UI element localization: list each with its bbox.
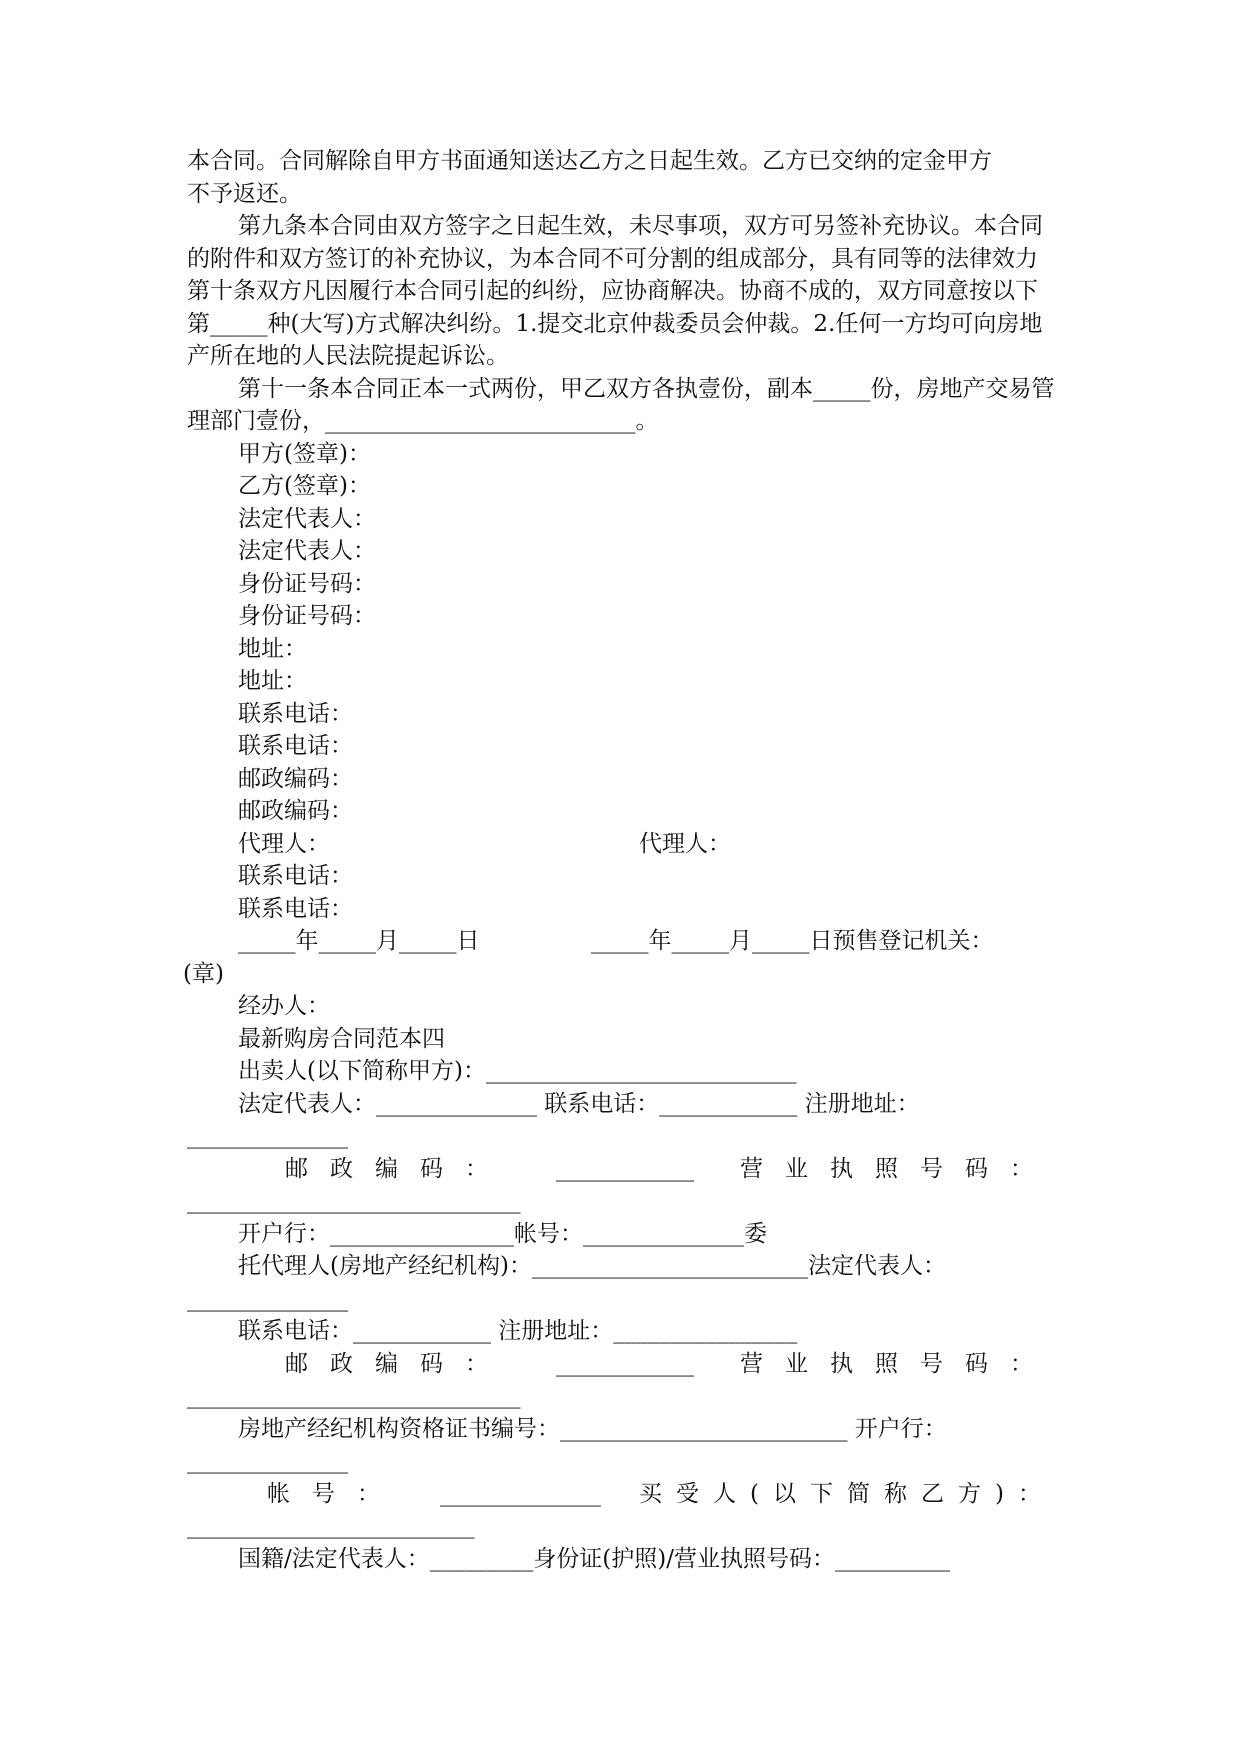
seller-register-blank: ______________	[187, 1123, 348, 1149]
postcode-label: 邮政编码：	[238, 765, 353, 792]
seller-bank-line: 开户行：________________帐号：______________委	[238, 1220, 767, 1247]
account-buyer-row	[187, 1478, 1055, 1511]
article-9-paragraph: 第九条本合同由双方签字之日起生效，未尽事项，双方可另签补充协议。本合同的附件和双方签订的补充协议，为本合同不可分割的组成部分，具有同等的法律效力第十条双方凡因履行本合同引起的纠纷，应协商解决。协商不成的，双方同意按以下第_____种(大写)方式解决纠纷。1.提交北京仲裁委员会仲裁。2.任何一方均可向房地产所在地的人民法院提起诉讼。	[187, 213, 1043, 369]
phone-label: 联系电话：	[238, 733, 353, 759]
account-label: 帐号：	[267, 1480, 402, 1507]
phone-label: 联系电话：	[238, 700, 353, 727]
buyer-label: 买受人(以下简称乙方)：	[639, 1480, 1055, 1507]
template-title: 最新购房合同范本四	[238, 1025, 445, 1052]
agent-postcode-row	[187, 1348, 1055, 1381]
date-blank-b: _____年_____月_____日预售登记机关：	[591, 928, 994, 954]
text-line: 不予返还。	[187, 180, 302, 207]
date-row	[187, 925, 1055, 958]
entrusted-agent-line: 托代理人(房地产经纪机构)：________________________法定代表人：	[238, 1253, 946, 1279]
seller-legal-rep-line: 法定代表人：______________ 联系电话：____________ 注册地址：	[238, 1090, 920, 1117]
handler-label: 经办人：	[238, 993, 330, 1019]
postcode-blank: ____________	[556, 1350, 694, 1377]
entrusted-agent-blank: ______________	[187, 1285, 348, 1312]
license-label: 营业执照号码：	[740, 1350, 1055, 1377]
agent-label-left: 代理人：	[238, 830, 330, 857]
agency-cert-line: 房地产经纪机构资格证书编号：_________________________ 开户行：	[238, 1415, 947, 1442]
address-label: 地址：	[238, 635, 307, 662]
agent-label-right: 代理人：	[639, 830, 731, 857]
buyer-blank: _________________________	[187, 1513, 475, 1539]
phone-label: 联系电话：	[238, 863, 353, 889]
postcode-blank: ____________	[556, 1155, 694, 1182]
date-blank-a: _____年_____月_____日	[238, 928, 480, 954]
nationality-line: 国籍/法定代表人：_________身份证(护照)/营业执照号码：__________	[238, 1545, 950, 1572]
id-number-label: 身份证号码：	[238, 570, 376, 597]
text-line: 本合同。合同解除自甲方书面通知送达乙方之日起生效。乙方已交纳的定金甲方	[187, 148, 992, 174]
document-body	[183, 145, 1055, 1575]
address-label: 地址：	[238, 668, 307, 694]
license-blank: _____________________________	[187, 1383, 521, 1409]
id-number-label: 身份证号码：	[238, 603, 376, 629]
phone-label: 联系电话：	[238, 895, 353, 922]
legal-representative-label: 法定代表人：	[238, 505, 376, 532]
party-a-signature-label: 甲方(签章)：	[238, 440, 371, 467]
seal-label: (章)	[183, 960, 224, 987]
postcode-label: 邮政编码：	[285, 1350, 510, 1377]
agent-phone-line: 联系电话：____________ 注册地址：________________	[238, 1318, 798, 1344]
license-blank: _____________________________	[187, 1188, 521, 1214]
account-blank: ______________	[440, 1480, 602, 1507]
party-b-signature-label: 乙方(签章)：	[238, 473, 371, 499]
seller-postcode-row	[187, 1153, 1055, 1186]
postcode-label: 邮政编码：	[238, 798, 353, 824]
agent-row	[187, 828, 1055, 861]
postcode-label: 邮政编码：	[285, 1155, 510, 1182]
legal-representative-label: 法定代表人：	[238, 538, 376, 564]
license-label: 营业执照号码：	[740, 1155, 1055, 1182]
article-11-paragraph: 第十一条本合同正本一式两份，甲乙双方各执壹份，副本_____份，房地产交易管理部门壹份，___________________________。	[187, 375, 1055, 434]
agency-cert-blank: ______________	[187, 1448, 348, 1474]
seller-line: 出卖人(以下简称甲方)：___________________________	[238, 1058, 797, 1084]
